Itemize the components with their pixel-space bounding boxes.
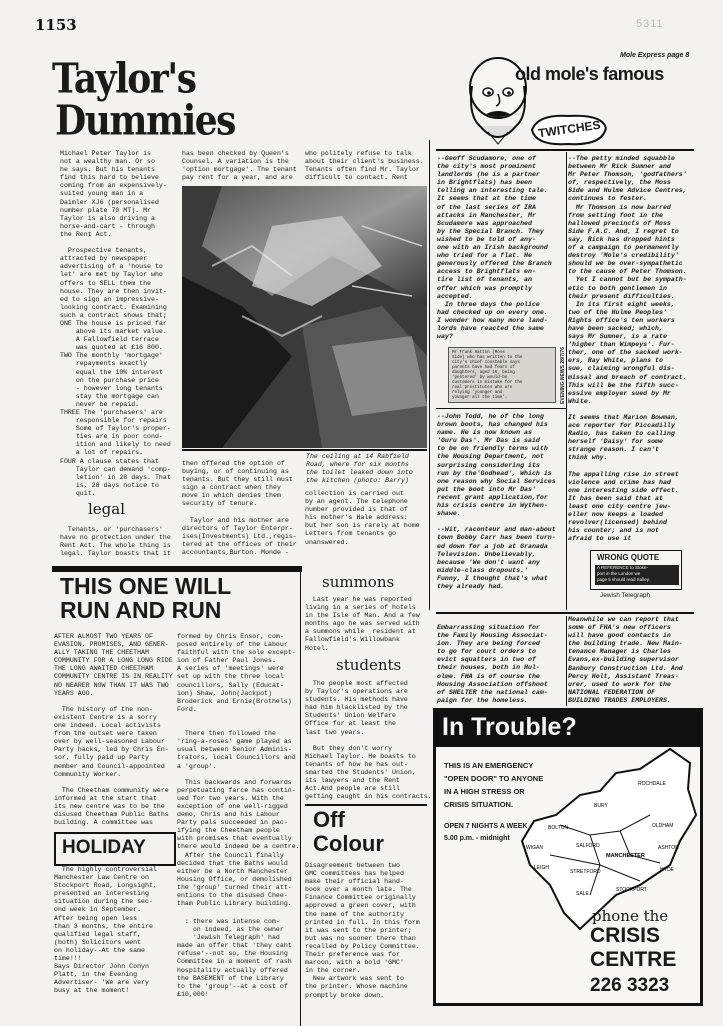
phone-the: phone the	[592, 907, 669, 925]
embarrassing-item: Embarrassing situation for the Family Housing Associat- ion. They are being forced to go for court orders to evict squatters in two of their houses, both in Hul- olme. FHA is of course the Housing Association offshoot of SHELTER the national cam- paign for the homeless.	[437, 624, 548, 704]
trouble-line-2: "OPEN DOOR" TO ANYONE	[444, 774, 544, 783]
map-stretford: STRETFORD	[570, 869, 601, 875]
trouble-hours-2: 5.00 p.m. - midnight	[444, 835, 510, 842]
map-rochdale: ROCHDALE	[638, 781, 666, 787]
headline-off: Off	[313, 807, 345, 832]
trouble-line-4: CRISIS SITUATION.	[444, 800, 514, 809]
map-leigh: LEIGH	[534, 865, 550, 871]
taylor-column-2b: then offered the option of buying, or of continuing as tenants. But they still must sign a contract when they move in which denies them security of tenure. Taylor and his mother are directors of Taylor Enterpr- ises(Investments) Ltd.,regis- tered at the offices of their accountants,Burton. Monde -	[182, 460, 297, 557]
page-stamp: 5311	[636, 18, 664, 30]
photo-caption: The ceiling at 14 Rabfield Road, where for six months the toilet leaked down into the kitchen (photo: Barry)	[306, 453, 413, 485]
wrong-quote-source: Jewish Telegraph	[600, 592, 651, 599]
greater-manchester-map	[520, 745, 698, 931]
ceiling-photo	[182, 186, 427, 448]
offcolour-body: Disagreement between two GMC committees has helped make their official hand- book over a month late. The Finance Committee originally approved a green cover, with the name of the authority printed in full. In this form it was sent to the printer; but was no sooner there than recalled by Policy Committee. Their preference was for maroon, with a bold 'GMC' in the corner. New artwork was sent to the printer. Whose machine promptly broke down.	[305, 862, 420, 999]
crisis-phone-number: 226 3323	[590, 975, 670, 996]
taylor-column-2: has been checked by Queen's Counsel. A variation is the 'option mortgage'. The tenant pay rent for a year, and are	[182, 150, 297, 182]
trouble-line-1: THIS IS AN EMERGENCY	[444, 761, 534, 770]
map-oldham: OLDHAM	[652, 823, 674, 829]
holiday-box	[54, 832, 176, 866]
trouble-hours-1: OPEN 7 NIGHTS A WEEK	[444, 823, 528, 830]
evening-news-clipping	[448, 347, 556, 403]
headline-this-one-will: THIS ONE WILL	[60, 573, 232, 599]
wrong-quote-title: WRONG QUOTE	[597, 553, 660, 562]
trouble-line-3: IN A HIGH STRESS OR	[444, 787, 525, 796]
running-head: Mole Express page 8	[620, 52, 690, 59]
mole-column-a2: --John Todd, he of the long brown boots, has changed his name. He is now known as 'Guru Das'. Mr Das is said to be on friendly terms with the Housing Department, not surprising considering its run by the'Godhead', Which is one reason why Social Services put the boot into Mr Das' recent grant application,for his crisis centre in Wythen- shawe. --Wit, raconteur and man-about town Bobby Carr has been turn- ed down for a job at Granada Television. Unbelievably, because 'We don't want any middle-class dropouts.' Funny, I thought that's what they already had.	[437, 413, 556, 590]
map-wigan: WIGAN	[526, 845, 543, 851]
subhead-students: students	[336, 656, 402, 674]
twitches-badge-label: TWITCHES	[537, 117, 602, 141]
subhead-summons: summons	[322, 573, 395, 591]
headline-taylors: Taylor's	[52, 54, 196, 103]
map-ashton: ASHTON	[658, 845, 679, 851]
centre-word: CENTRE	[590, 948, 677, 971]
page-number: 1153	[35, 16, 77, 34]
taylor-column-1: Michael Peter Taylor is not a wealthy man. Or so he says. But his tenants find this hard to believe coming from an expensively- suited young man in a Daimler XJ6 (personalised number plate 70 MT). Mr Taylor is also driving a horse-and-cart - through the Rent Act. Prospective tenants, attracted by newspaper advertising of a 'house to let' are met by Taylor who offers to SELL them the house. They are then invit- ed to sign an impressive- looking contract. Examining such a contract shows that; ONE The house is priced far above its market value. A Fallowfield terrace was quoted at £16 800. TWO The monthly 'mortgage' repayments exactly equal the 10% interest on the purchase price - however long tenants stay the mortgage can never be repaid. THREE The 'purchasers' are responsible for repairs Some of Taylor's proper- ties are in poor cond- ition and likely to need a lot of repairs. FOUR A clause states that Taylor can demand 'comp- letion' in 28 days. That is, 28 days notice to quit.	[60, 150, 171, 497]
map-manchester: MANCHESTER	[606, 853, 645, 859]
clipping-text: Mr Frank Hatton (Moss Side) who has written to the city's chief constable says parents have had fears of daughters, aged 16, being 'pestered' by would-be customers in mistake for the real prostitutes who are relying 'younger and younger all the time'.	[452, 351, 523, 400]
crisis-centre-ad	[433, 708, 703, 1006]
meanwhile-item: Meanwhile we can report that some of FHA's new officers will have good contacts in the building trade. New Main- tenance Manager is Charles Evans,ex-building supervisor Banbury Construction Ltd. And Percy Holt, Assistant Treas- urer, used to work for the NATIONAL FEDERATION OF BUILDING TRADES EMPLOYERS.	[568, 616, 683, 704]
headline-colour: Colour	[313, 831, 384, 856]
map-stockport: STOCKPORT	[616, 887, 647, 893]
wrong-quote-body: A REFERENCE to Stoke- port in the London we page 5 should read Salley.	[595, 565, 679, 585]
twitches-badge	[528, 112, 610, 148]
subhead-legal: legal	[88, 500, 126, 518]
clipping-source: EVENING NEWS 28/7/76	[560, 347, 566, 404]
crisis-word: CRISIS	[590, 924, 661, 947]
cheetham-column-1: AFTER ALMOST TWO YEARS OF EVASION, PROMISES, AND GENER- ALLY TAKING THE CHEETHAM COMMUNITY FOR A LONG LONG RIDE THE LONG AWAITED CHEETHAM COMMUNITY CENTRE IS IN REALITY NO NEARER NOW THAN IT WAS TWO YEARS AGO. The history of the non- existent Centre is a sorry one indeed. Local activists from the outset were taken over by well-seasoned Labour Party hacks, led by Chris En- sor, fully paid up Party member and Council-appointed Community Worker. The Cheetham community were informed at the start that its new centre was to be the disused Cheetham Public Baths building. A committee was	[54, 633, 173, 827]
headline-run-and-run: RUN AND RUN	[60, 597, 222, 623]
taylor-column-3d: The people most affected by Taylor's operations are students. His methods have had him blacklisted by the Students' Union Welfare Office for at least the last two years. But they don't worry Michael Taylor. He boasts to tenants of how he has out- smarted the Students' Union, its lawyers and the Rent Act.And people are still getting caught in his contracts.	[305, 680, 432, 801]
map-bolton: BOLTON	[548, 825, 569, 831]
mole-masthead: old mole's famous	[515, 64, 664, 84]
cheetham-column-2: formed by Chris Ensor, com- posed entirely of the Labour faithful with the sole except- ion of Father Paul Jones. A series of 'meetings' were set up with the three local councillors, Sally (Educat- ion) Shaw, John(Jackpot) Broderick and Ernie(Brothels) Ford. There then followed the 'ring-a-roses' game played as usual between Senior Adminis- trators, local Councillors and a 'group'. This backwards and forwards perpetuating farce has contin- ued for two years. With the exception of one well-rigged demo, Chris and his Labour Party pals succeeded in pac- ifying the Cheetham people with promises that eventually there would indeed be a centre. After the Council finally decided that the Baths would either be a North Manchester Housing Office, or demolished the 'group' turned their att- entions to the disused Chee- tham Public Library building.	[177, 633, 300, 908]
mole-column-a: --Geoff Scudamore, one of the city's most prominent landlords (he is a partner in Brightflats) has been telling an interesting tale. It seems that at the time of the last series of IRA attacks in Manchester, Mr Scudamore was approached by the Special Branch. They wished to be told of any- one with an Irish background who tried for a flat. He generously offered the Branch access to Brightflats en- tire list of tenants, an offer which was promptly accepted. In three days the police had checked up on every one. I wonder how many more land- lords have reacted the same way?	[437, 155, 552, 341]
taylor-column-3c: Last year he was reported living in a series of hotels in the Isle of Man. And a few months ago he was served with a summons while resident at Fallowfield's Willowbank Hotel.	[305, 596, 420, 652]
wrong-quote-box	[590, 550, 682, 590]
taylor-column-3b: collection is carried out by an agent. The telephone number provided is that of his mother's Hale address: but her son is rarely at home Letters from tenants go unanswered.	[305, 490, 420, 546]
cheetham-column-2b: : there was intense com- on indeed, as the owner 'Jewish Telegraph' had made an offer that 'they cant refuse'--not so, the Housing Committee in a moment of rash hospitality actually offered the BASEMENT of the Library to the 'group'--at a cost of £10,000!	[177, 918, 292, 998]
holiday-body: The highly controversial Manchester Law Centre on Stockport Road, Longsight, presented an interesting situation during the sec- ond week in September. After being open less than 3 months, the entire qualified legal staff, (both) Solicitors went on holiday--At the same time!!! Says Director John Conyn Platt, in the Evening Advertiser- 'We are very busy at the moment!	[54, 866, 157, 995]
map-salford: SALFORD	[576, 843, 600, 849]
map-sale: SALE	[576, 891, 589, 897]
ceiling-photo-art	[182, 186, 427, 448]
mole-column-b: --The petty minded squabble between Mr Rick Sumner and Mr Peter Thomson, 'godfathers' of, respectively, the Moss Side and Hulme Advice Centres, continues to fester. Mr Thomson is now barred from setting foot in the hallowed precincts of Moss Side F.A.C. And, I regret to say, Rick has dropped hints of a campaign to permanently destroy 'Mole's credibility' should we be over-sympathetic to the cause of Peter Thomson. Yet I cannot but be sympath- etic to both gentlemen in their present difficulties. In its first eight weeks, two of the Hulme Peoples' Rights office's ten workers have been sacked; which, says Mr Sumner, is a rate 'higher than Wimpeys'. Fur- ther, one of the sacked work- ers, Ray White, plans to sue, claiming wrongful dis- missal and breach of contract. This will be the fifth succ- essive employer sued by Mr White. It seems that Marion Bowman, ace reporter for Piccadilly Radio, has taken to calling herself 'Daisy' for some strange reason. I can't think why. The appalling rise in street violence and crime has had one interesting side effect. It has been said that at least one city centre jew- eller now keeps a loaded revolver(licensed) behind his counter; and is not afraid to use it	[568, 155, 687, 543]
trouble-headline: In Trouble?	[442, 713, 577, 741]
map-hyde: HYDE	[660, 867, 674, 873]
taylor-column-1b: Tenants, or 'purchasers' have no protection under the Rent Act. The whole thing is legal. Taylor boasts that it	[60, 526, 171, 558]
map-bury: BURY	[594, 803, 608, 809]
headline-dummies: Dummies	[55, 96, 235, 145]
taylor-column-3: who politely refuse to talk about their client's business. Tenants often find Mr. Taylor difficult to contact. Rent	[305, 150, 424, 182]
holiday-headline: HOLIDAY	[62, 837, 146, 858]
